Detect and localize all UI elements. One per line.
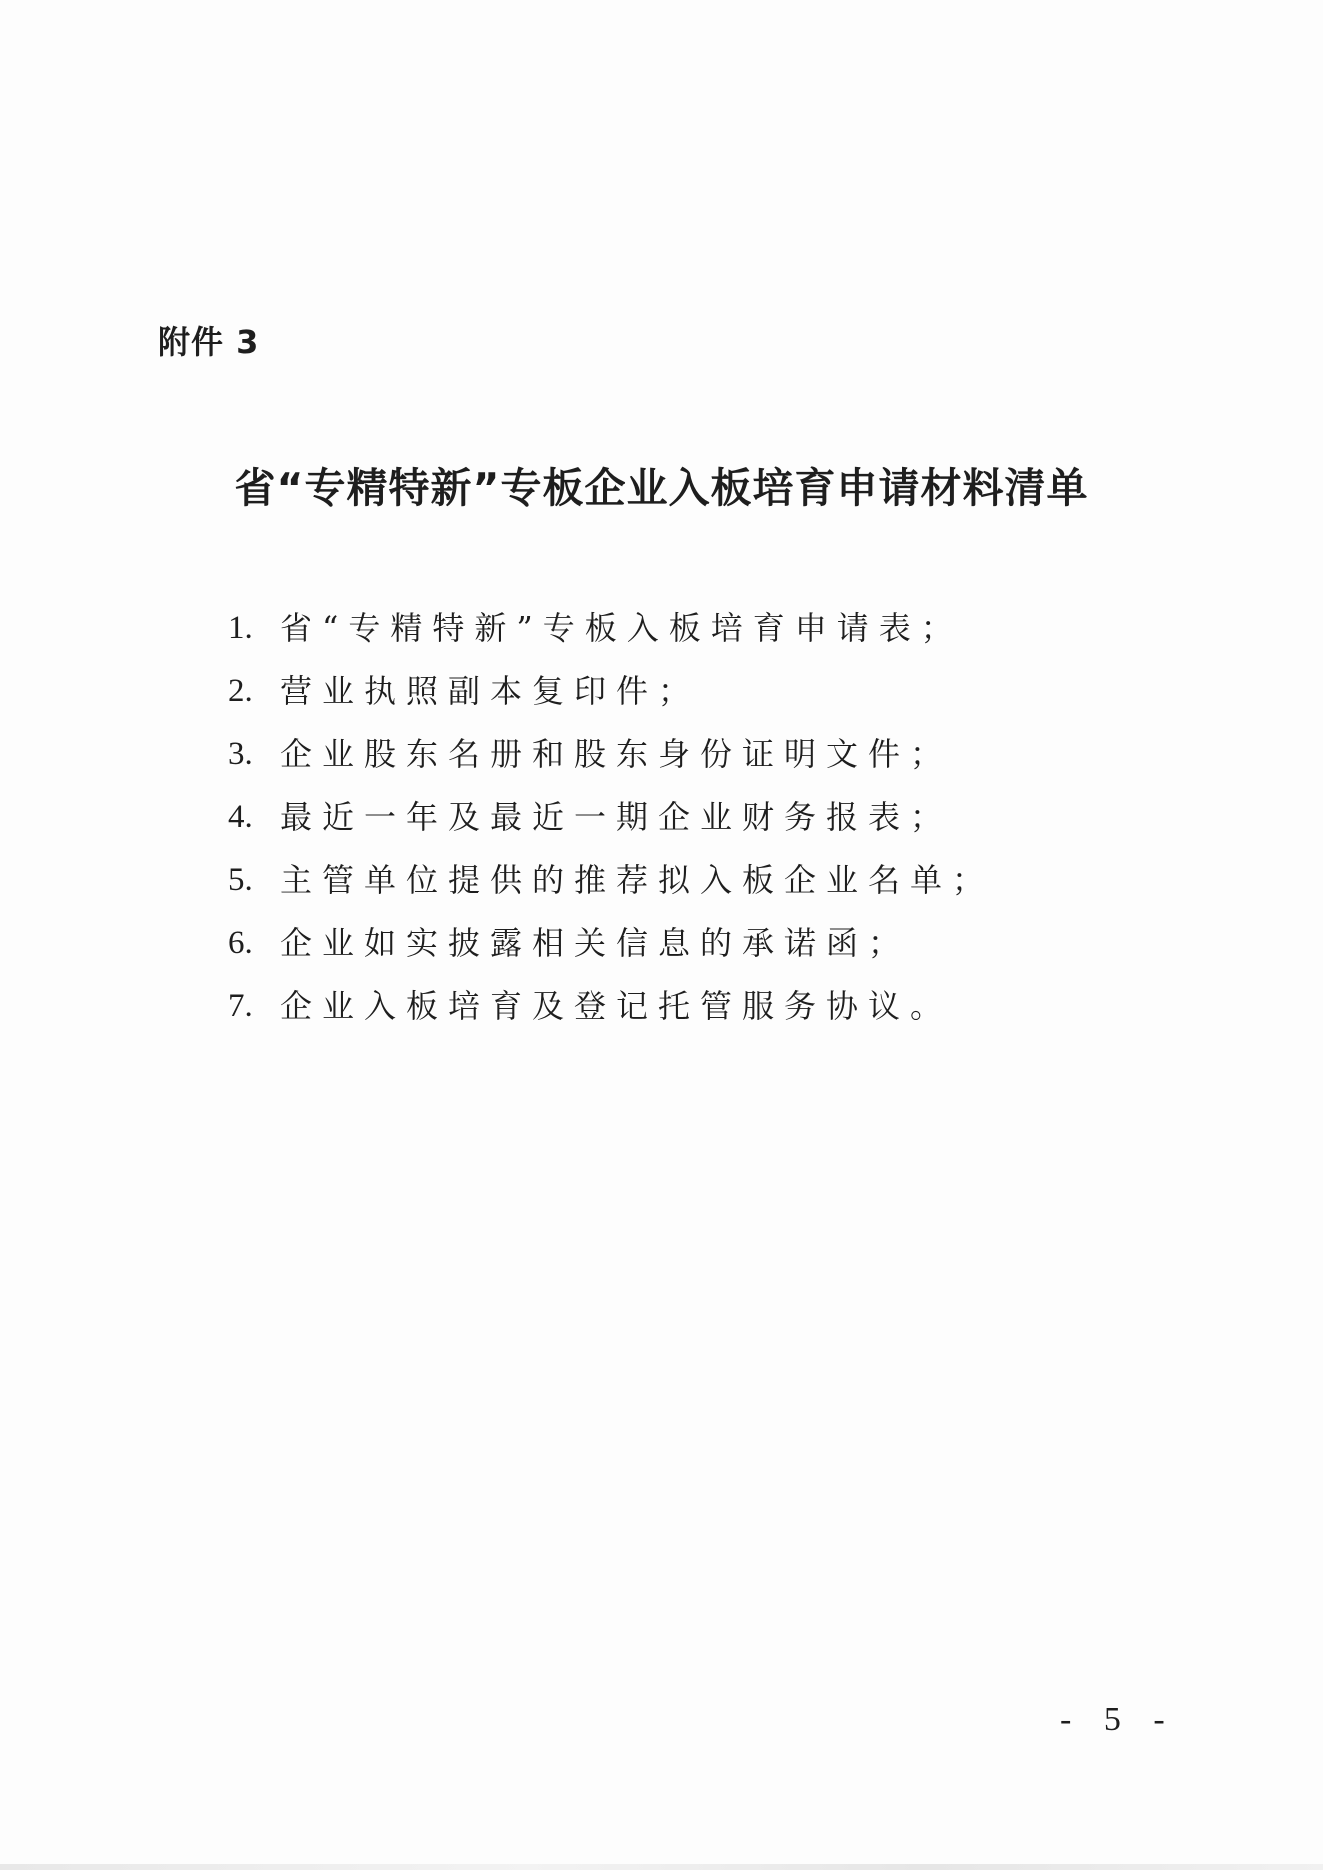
scan-edge-artifact: [0, 1864, 1323, 1870]
list-item-text: 省“专精特新”专板入板培育申请表；: [280, 609, 963, 647]
list-item: [228, 849, 994, 912]
list-item-number: 1.: [228, 610, 253, 646]
list-item-number: 7.: [228, 988, 253, 1024]
list-item-text: 最近一年及最近一期企业财务报表；: [280, 798, 953, 836]
list-item-text: 企业如实披露相关信息的承诺函；: [280, 924, 911, 962]
list-item-text: 主管单位提供的推荐拟入板企业名单；: [280, 861, 995, 899]
page-number: - 5 -: [1060, 1701, 1177, 1738]
list-item-number: 5.: [228, 862, 253, 898]
list-item: [228, 597, 994, 660]
list-item-number: 2.: [228, 673, 253, 709]
list-item: [228, 660, 994, 723]
list-item: [228, 786, 994, 849]
list-item: [228, 975, 994, 1038]
document-title: 省“专精特新”专板企业入板培育申请材料清单: [234, 464, 1089, 512]
materials-list: [228, 597, 994, 1038]
list-item-number: 4.: [228, 799, 253, 835]
list-item-text: 企业入板培育及登记托管服务协议。: [280, 987, 953, 1025]
list-item: [228, 723, 994, 786]
list-item: [228, 912, 994, 975]
attachment-label: 附件 3: [158, 323, 260, 361]
list-item-number: 6.: [228, 925, 253, 961]
list-item-text: 营业执照副本复印件；: [280, 672, 701, 710]
list-item-number: 3.: [228, 736, 253, 772]
list-item-text: 企业股东名册和股东身份证明文件；: [280, 735, 953, 773]
